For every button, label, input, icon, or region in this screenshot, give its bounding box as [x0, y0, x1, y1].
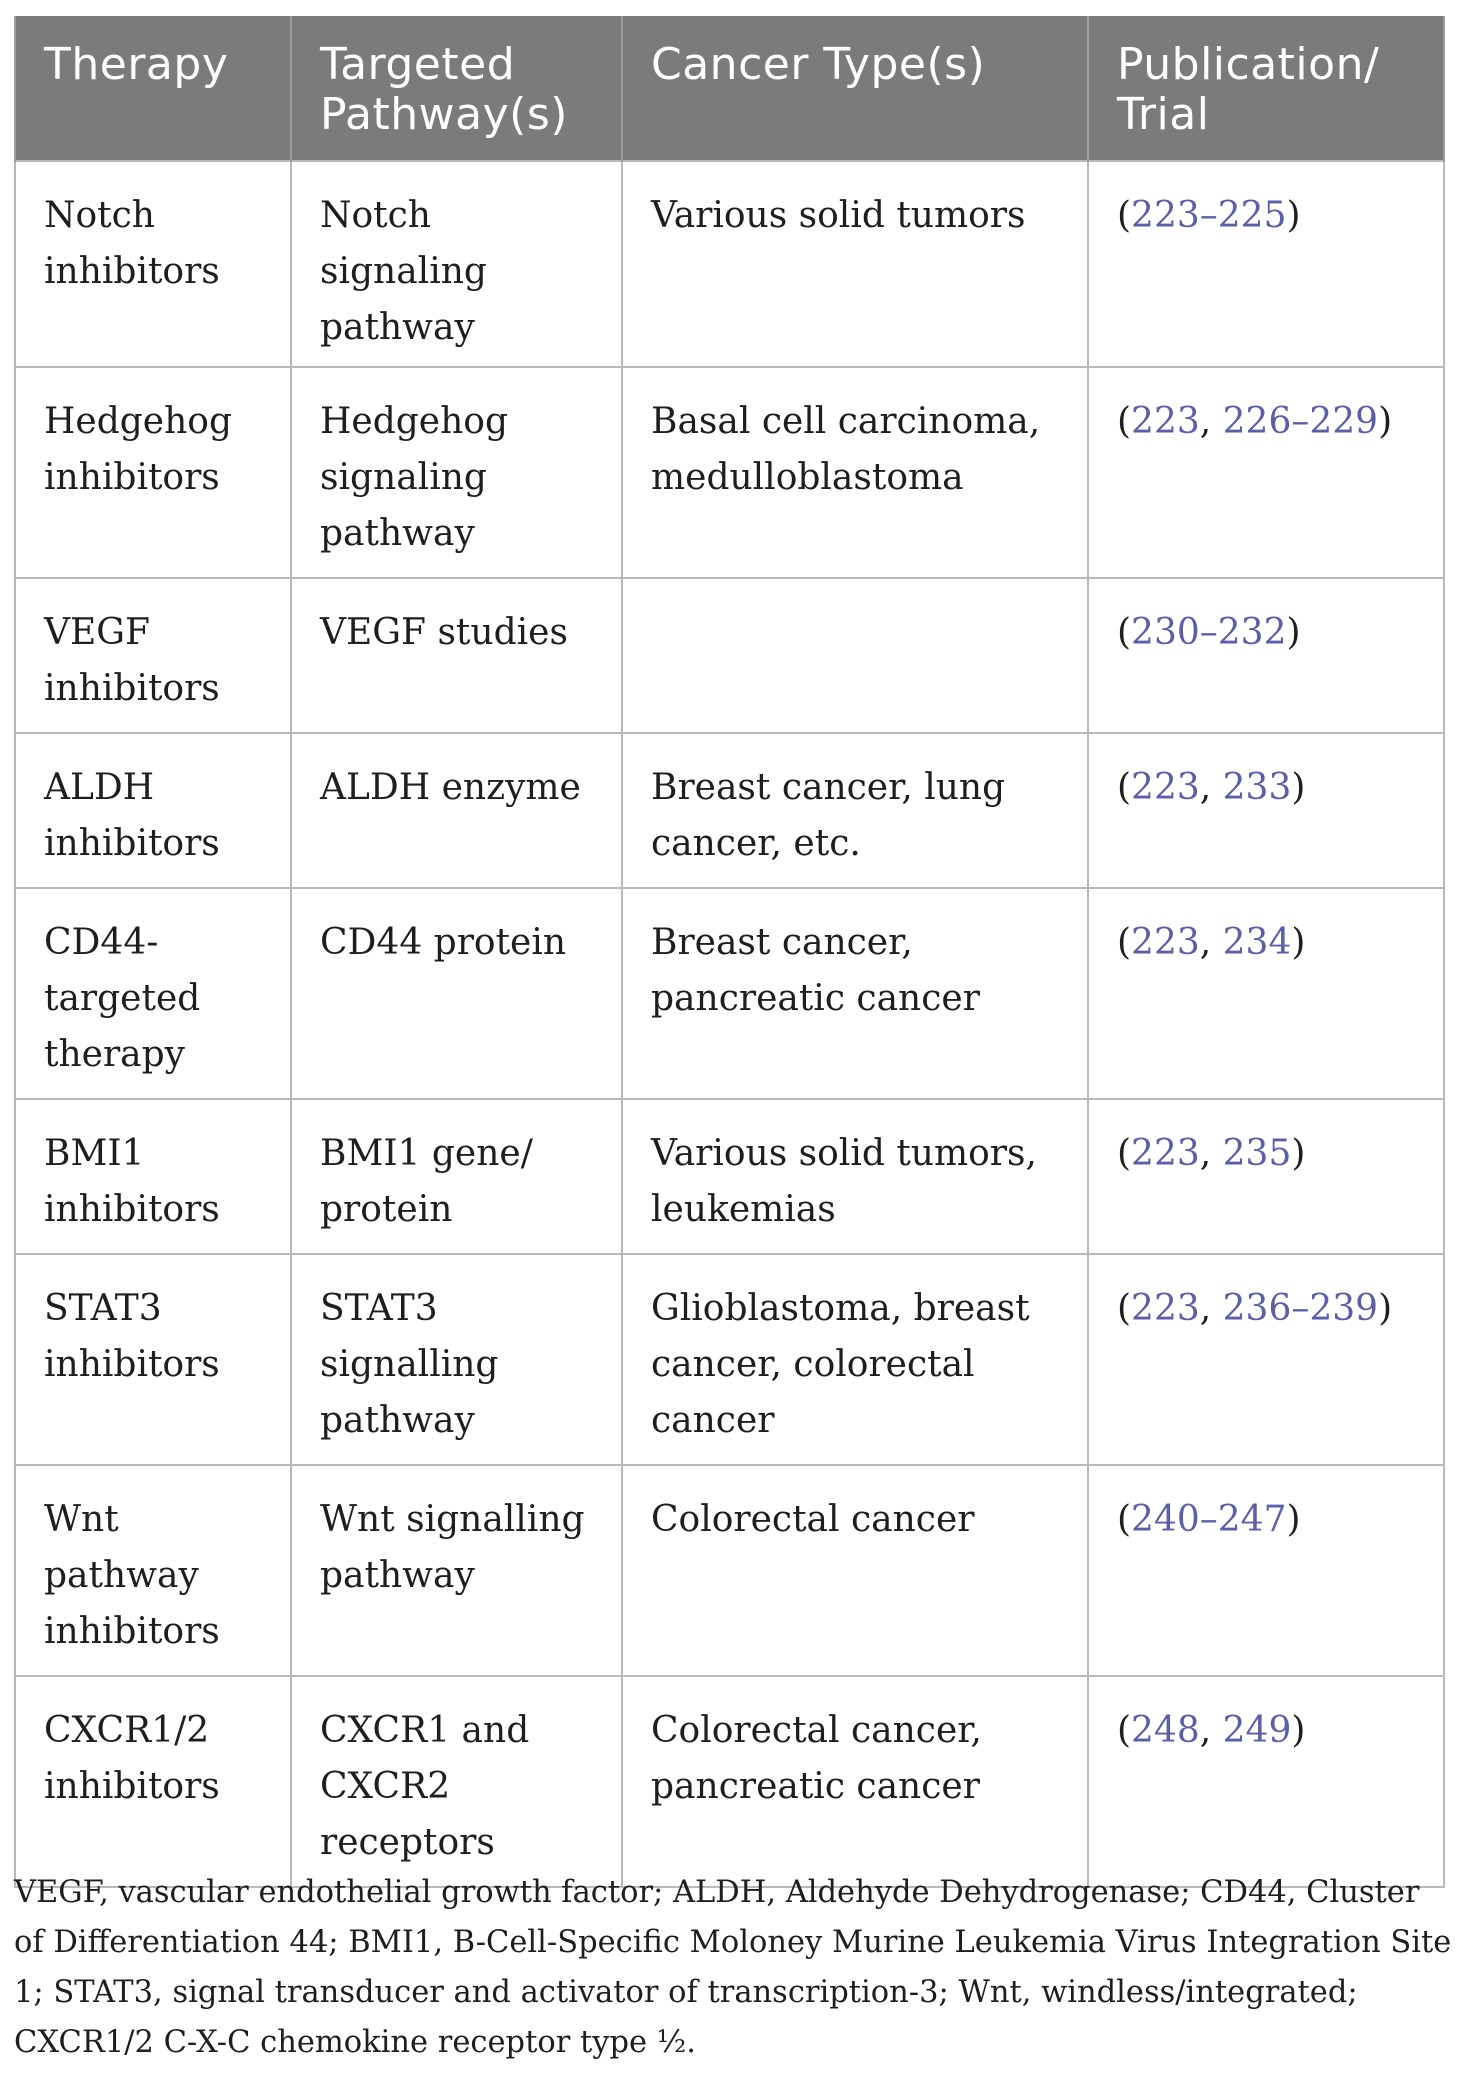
- cell-cancer-type: Glioblastoma, breast cancer, colorectal cancer: [622, 1254, 1088, 1465]
- cell-therapy: Notch inhibitors: [15, 161, 291, 367]
- cell-pathway: Wnt signalling pathway: [291, 1465, 622, 1676]
- reference-link[interactable]: 235: [1222, 1133, 1292, 1174]
- therapy-table: [14, 16, 1445, 1888]
- reference-link[interactable]: 223: [1131, 1133, 1200, 1174]
- header-targeted-pathways: Targeted Pathway(s): [291, 16, 622, 161]
- table-row: [15, 1254, 1444, 1465]
- table-row: [15, 1465, 1444, 1676]
- cell-references: (223, 226–229): [1088, 367, 1444, 578]
- cell-pathway: VEGF studies: [291, 578, 622, 733]
- header-therapy: Therapy: [15, 16, 291, 161]
- reference-link[interactable]: 233: [1222, 767, 1292, 808]
- reference-link[interactable]: 223: [1131, 401, 1200, 442]
- table-row: [15, 888, 1444, 1099]
- reference-link[interactable]: 226–229: [1222, 401, 1379, 442]
- therapy-table-container: [14, 16, 1443, 1888]
- cell-cancer-type: Breast cancer, pancreatic cancer: [622, 888, 1088, 1099]
- cell-cancer-type: Colorectal cancer: [622, 1465, 1088, 1676]
- cell-pathway: Notch signaling pathway: [291, 161, 622, 367]
- cell-cancer-type: Various solid tumors, leukemias: [622, 1099, 1088, 1254]
- header-cancer-types: Cancer Type(s): [622, 16, 1088, 161]
- cell-pathway: ALDH enzyme: [291, 733, 622, 888]
- cell-references: (223, 234): [1088, 888, 1444, 1099]
- table-header-row: [15, 16, 1444, 161]
- cell-cancer-type: [622, 578, 1088, 733]
- cell-cancer-type: Colorectal cancer, pancreatic cancer: [622, 1676, 1088, 1887]
- reference-link[interactable]: 223–225: [1131, 195, 1287, 236]
- cell-pathway: Hedgehog signaling pathway: [291, 367, 622, 578]
- table-row: [15, 367, 1444, 578]
- cell-pathway: CXCR1 and CXCR2 receptors: [291, 1676, 622, 1887]
- cell-references: (223, 236–239): [1088, 1254, 1444, 1465]
- reference-link[interactable]: 230–232: [1131, 612, 1287, 653]
- cell-therapy: CD44-targeted therapy: [15, 888, 291, 1099]
- cell-cancer-type: Various solid tumors: [622, 161, 1088, 367]
- reference-link[interactable]: 236–239: [1222, 1288, 1379, 1329]
- cell-cancer-type: Breast cancer, lung cancer, etc.: [622, 733, 1088, 888]
- header-publication-trial: Publication/ Trial: [1088, 16, 1444, 161]
- cell-references: (223, 233): [1088, 733, 1444, 888]
- reference-link[interactable]: 223: [1131, 922, 1200, 963]
- cell-references: (223–225): [1088, 161, 1444, 367]
- cell-references: (240–247): [1088, 1465, 1444, 1676]
- reference-link[interactable]: 223: [1131, 767, 1200, 808]
- cell-therapy: Hedgehog inhibitors: [15, 367, 291, 578]
- table-row: [15, 1099, 1444, 1254]
- cell-therapy: BMI1 inhibitors: [15, 1099, 291, 1254]
- cell-therapy: VEGF inhibitors: [15, 578, 291, 733]
- cell-references: (223, 235): [1088, 1099, 1444, 1254]
- reference-link[interactable]: 234: [1222, 922, 1292, 963]
- reference-link[interactable]: 249: [1222, 1710, 1292, 1751]
- cell-pathway: CD44 protein: [291, 888, 622, 1099]
- cell-therapy: Wnt pathway inhibitors: [15, 1465, 291, 1676]
- reference-link[interactable]: 240–247: [1131, 1499, 1287, 1540]
- cell-cancer-type: Basal cell carcinoma, medulloblastoma: [622, 367, 1088, 578]
- cell-therapy: ALDH inhibitors: [15, 733, 291, 888]
- table-row: [15, 578, 1444, 733]
- cell-pathway: STAT3 signalling pathway: [291, 1254, 622, 1465]
- table-row: [15, 733, 1444, 888]
- reference-link[interactable]: 223: [1131, 1288, 1200, 1329]
- table-footnote: VEGF, vascular endothelial growth factor; ALDH, Aldehyde Dehydrogenase; CD44, Cluster of Differentiation 44; BMI1, B-Cell-Specific Moloney Murine Leukemia Virus Integration Site 1; STAT3, signal transducer and activator of transcription-3; Wnt, windless/integrated; CXCR1/2 C-X-C chemokine receptor type ½.: [14, 1875, 1452, 2060]
- cell-therapy: CXCR1/2 inhibitors: [15, 1676, 291, 1887]
- cell-references: (230–232): [1088, 578, 1444, 733]
- cell-pathway: BMI1 gene/ protein: [291, 1099, 622, 1254]
- cell-references: (248, 249): [1088, 1676, 1444, 1887]
- reference-link[interactable]: 248: [1131, 1710, 1200, 1751]
- table-row: [15, 1676, 1444, 1887]
- table-row: [15, 161, 1444, 367]
- cell-therapy: STAT3 inhibitors: [15, 1254, 291, 1465]
